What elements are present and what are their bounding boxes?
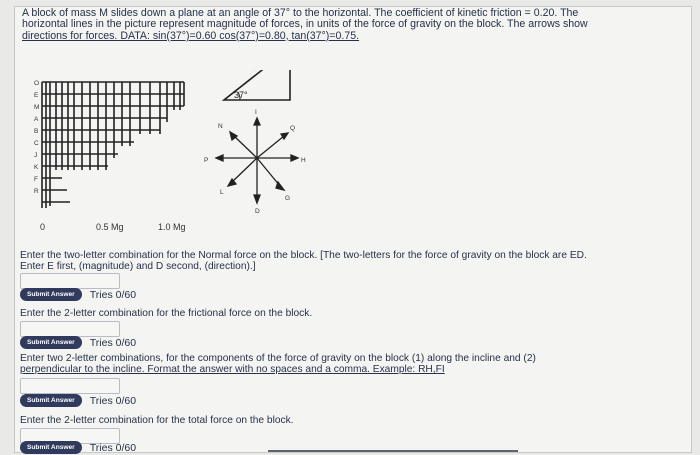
row-label-k: K — [34, 164, 39, 171]
row-label-f: F — [34, 176, 38, 183]
arrow-label-d: D — [255, 208, 260, 215]
row-label-o: O — [34, 80, 40, 87]
submit-answer-button-3[interactable]: Submit Answer — [20, 394, 82, 407]
scroll-indicator — [268, 450, 518, 452]
problem-statement — [22, 8, 682, 42]
force-arrows — [216, 118, 298, 203]
tries-counter-4: Tries 0/60 — [89, 441, 137, 454]
submit-row-3 — [20, 394, 136, 407]
row-label-e: E — [34, 92, 39, 99]
question-1-line-2: Enter E first, (magnitude) and D second, (direction).] — [20, 261, 256, 272]
row-labels — [34, 80, 39, 195]
question-1-line-1: Enter the two-letter combination for the Normal force on the block. [The two-letters for the force of gravity on the block are ED. — [20, 250, 587, 261]
axis-labels — [40, 222, 186, 232]
answer-input-3[interactable] — [20, 378, 120, 394]
intro-line-3: directions for forces. DATA: sin(37°)=0.60 cos(37°)=0.80, tan(37°)=0.75. — [22, 29, 360, 42]
tries-counter-2: Tries 0/60 — [89, 336, 137, 349]
row-label-m: M — [34, 104, 40, 111]
arrow-label-i: I — [255, 109, 257, 116]
tries-counter-3: Tries 0/60 — [89, 394, 137, 407]
row-label-j: J — [34, 152, 38, 159]
answer-input-2[interactable] — [20, 321, 120, 337]
arrow-label-q: Q — [290, 125, 296, 132]
answer-input-1[interactable] — [20, 273, 120, 289]
row-label-b: B — [34, 128, 39, 135]
question-2-line-1: Enter the 2-letter combination for the frictional force on the block. — [20, 308, 313, 319]
question-1 — [20, 250, 587, 272]
force-diagram — [22, 70, 342, 240]
intro-line-1: A block of mass M slides down a plane at an angle of 37° to the horizontal. The coefficient of kinetic friction = 0.20. The — [22, 7, 579, 19]
angle-label: 37° — [234, 90, 248, 100]
intro-line-2: horizontal lines in the picture represent magnitude of forces, in units of the force of gravity on the block. The arrows show — [22, 18, 588, 31]
arrow-label-h: H — [301, 157, 306, 164]
row-label-a: A — [34, 116, 39, 123]
question-4 — [20, 415, 294, 426]
question-3-line-2: perpendicular to the incline. Format the answer with no spaces and a comma. Example: RH,FI — [20, 364, 445, 375]
submit-answer-button-1[interactable]: Submit Answer — [20, 288, 82, 301]
submit-answer-button-4[interactable]: Submit Answer — [20, 441, 82, 454]
row-label-r: R — [34, 188, 39, 195]
arrow-label-l: L — [220, 189, 224, 196]
axis-label-one: 1.0 Mg — [158, 222, 186, 232]
magnitude-grid — [42, 82, 184, 208]
submit-row-1 — [20, 288, 136, 301]
submit-answer-button-2[interactable]: Submit Answer — [20, 336, 82, 349]
incline — [224, 70, 290, 100]
arrow-label-p: P — [204, 157, 209, 164]
question-4-line-1: Enter the 2-letter combination for the total force on the block. — [20, 415, 294, 426]
tries-counter-1: Tries 0/60 — [89, 288, 137, 301]
question-3-line-1: Enter two 2-letter combinations, for the components of the force of gravity on the block (1) along the incline and (2) — [20, 353, 536, 364]
submit-row-2 — [20, 336, 136, 349]
submit-row-4 — [20, 441, 136, 454]
arrow-label-g: G — [285, 195, 291, 202]
row-label-c: C — [34, 140, 39, 147]
axis-label-half: 0.5 Mg — [96, 222, 124, 232]
question-2 — [20, 308, 312, 319]
arrow-label-n: N — [218, 123, 223, 130]
axis-label-zero: 0 — [40, 222, 46, 232]
question-3 — [20, 353, 536, 375]
